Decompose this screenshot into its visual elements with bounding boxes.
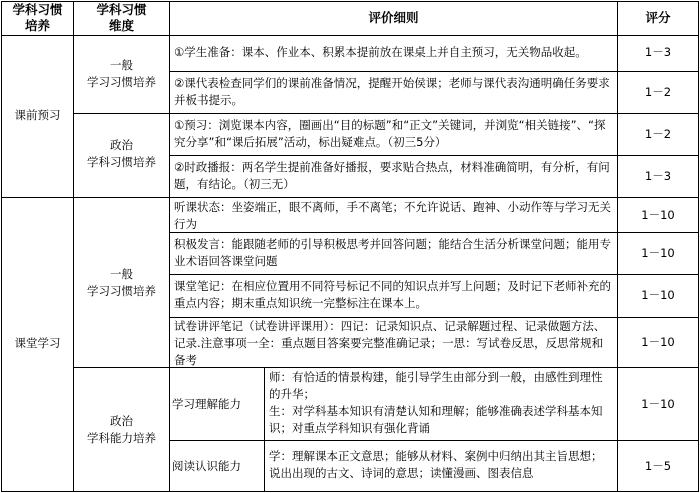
ability-cell: 学习理解能力 bbox=[172, 397, 241, 411]
criteria-cell: 听课状态：坐姿端正，眼不离师，手不离笔；不允许说话、跑神、小动作等与学习无关行为 bbox=[174, 200, 611, 231]
phase-cell: 课前预习 bbox=[14, 108, 61, 122]
section-line bbox=[1, 197, 699, 198]
score-cell: 1－10 bbox=[641, 288, 675, 302]
dimension-cell: 一般 学习习惯培养 bbox=[87, 267, 156, 298]
criteria-cell: 学：理解课本正文意思；能够从材料、案例中归纳出其主旨思想；说出出现的古文、诗词的意思；读懂漫画、图表信息 bbox=[269, 449, 603, 480]
criteria-cell: 试卷讲评笔记（试卷讲评课用）：四记：记录知识点、记录解题过程、记录做题方法、记录.注意事项一全：重点题目答案要完整准确记录；一思：写试卷反思，反思常规和备考 bbox=[174, 319, 606, 367]
group-line bbox=[73, 113, 699, 114]
dimension-cell: 一般 学习习惯培养 bbox=[87, 58, 156, 89]
criteria-cell: 师：有恰适的情景构建，能引导学生由部分到一般，由感性到理性的升华； 生：对学科基本知识有清楚认知和理解；能够准确表述学科基本知识；对重点学科知识有强化背诵 bbox=[269, 370, 603, 435]
criteria-cell: 课堂笔记：在相应位置用不同符号标记不同的知识点并写上问题；及时记下老师补充的重点内容；期末重点知识统一完整标注在课本上。 bbox=[174, 279, 611, 310]
row-line bbox=[169, 155, 699, 156]
row-line bbox=[169, 71, 699, 72]
header-bottom-line bbox=[1, 35, 699, 36]
border-right bbox=[698, 1, 699, 492]
criteria-cell: ①学生准备：课本、作业本、积累本提前放在课桌上并自主预习，无关物品收起。 bbox=[174, 45, 587, 59]
score-cell: 1－10 bbox=[641, 208, 675, 222]
border-bottom bbox=[1, 491, 699, 492]
header-cell-habit: 学科习惯 培养 bbox=[12, 2, 63, 33]
row-line bbox=[169, 274, 699, 275]
header-cell-dimension: 学科习惯 维度 bbox=[96, 2, 147, 33]
criteria-cell: ①预习：浏览课本内容，圈画出“目的标题”和“正文”关键词，并浏览“相关链接”、“探究分享”和“课后拓展”活动，标出疑难点。（初三5分） bbox=[174, 118, 606, 149]
border-left bbox=[1, 1, 2, 492]
criteria-cell: ②课代表检查同学们的课前准备情况，提醒开始侯课；老师与课代表沟通明确任务要求并板书提示。 bbox=[174, 76, 610, 107]
score-cell: 1－2 bbox=[644, 85, 672, 99]
header-cell-score: 评分 bbox=[645, 10, 671, 25]
dimension-cell: 政治 学科习惯培养 bbox=[87, 138, 156, 169]
score-cell: 1－5 bbox=[644, 459, 672, 473]
score-cell: 1－10 bbox=[641, 397, 675, 411]
score-cell: 1－2 bbox=[644, 127, 672, 141]
score-cell: 1－3 bbox=[644, 169, 672, 183]
dimension-cell: 政治 学科能力培养 bbox=[87, 414, 156, 445]
criteria-cell: 积极发言：能跟随老师的引导积极思考并回答问题；能结合生活分析课堂问题；能用专业术语回答课堂问题 bbox=[174, 237, 611, 268]
criteria-cell: ②时政播报：两名学生提前准备好播报，要求贴合热点，材料准确简明，有分析，有问题，有结论。（初三无） bbox=[174, 160, 610, 191]
score-cell: 1－10 bbox=[641, 246, 675, 260]
score-cell: 1－3 bbox=[644, 45, 672, 59]
header-cell-criteria: 评价细则 bbox=[368, 10, 419, 25]
ability-cell: 阅读认识能力 bbox=[172, 459, 241, 473]
score-cell: 1－10 bbox=[641, 335, 675, 349]
row-line bbox=[169, 440, 699, 441]
phase-cell: 课堂学习 bbox=[14, 336, 61, 350]
